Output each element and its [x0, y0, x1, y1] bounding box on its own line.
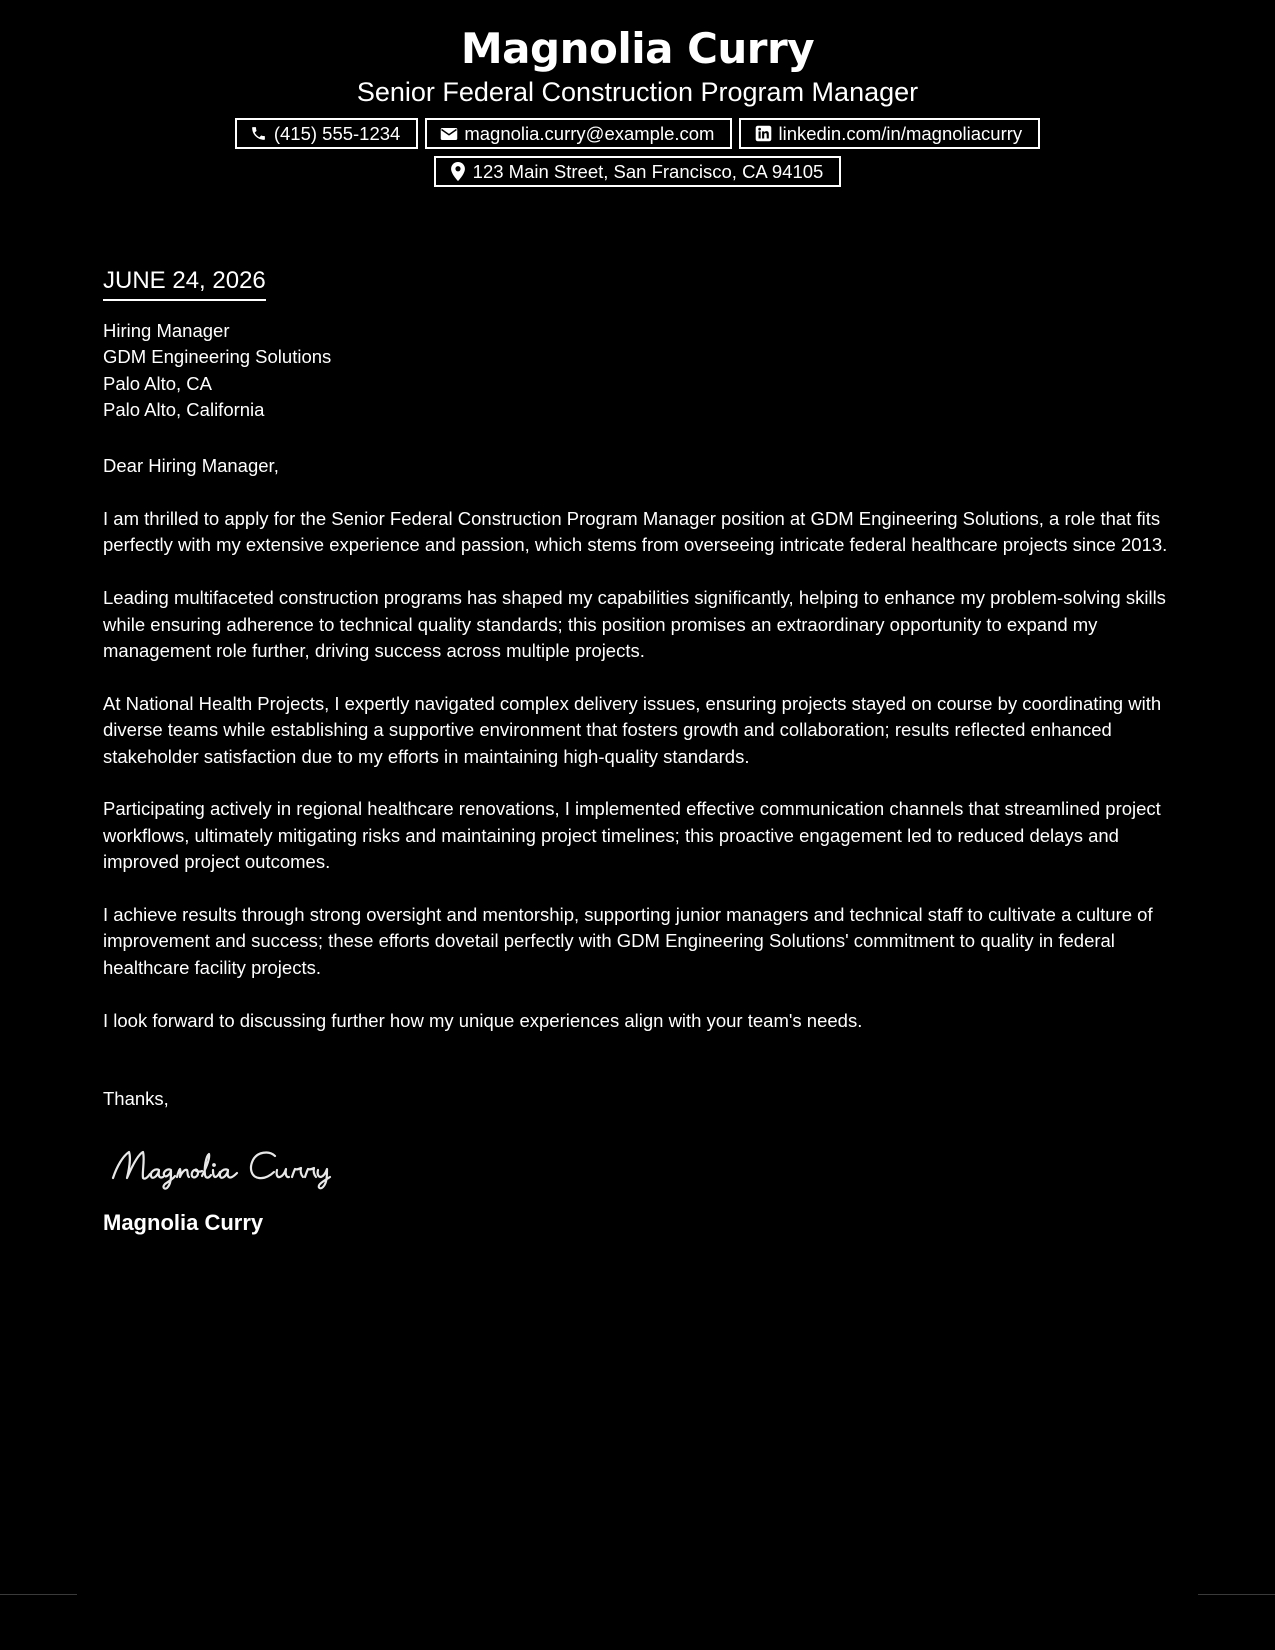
address-chip[interactable]: [434, 156, 842, 187]
contact-row-2: [0, 156, 1275, 187]
linkedin-icon: [754, 125, 772, 143]
recipient-line: Hiring Manager: [103, 320, 230, 341]
body-paragraph: Participating actively in regional healthcare renovations, I implemented effective communication channels that streamlined project workflows, ultimately mitigating risks and maintaining project timelines; this proactive engagement led to reduced delays and improved project outcomes.: [103, 798, 1161, 873]
phone-icon: [250, 125, 268, 143]
footer-rule-right: [1198, 1594, 1275, 1595]
body-paragraph: I look forward to discussing further how my unique experiences align with your team's needs.: [103, 1009, 863, 1031]
letter-header: [0, 22, 1275, 194]
email-chip[interactable]: [425, 118, 732, 149]
map-pin-icon: [449, 163, 467, 181]
letter-body: [103, 264, 1178, 1238]
linkedin-text: linkedin.com/in/magnoliacurry: [778, 122, 1023, 144]
body-paragraph: I achieve results through strong oversight and mentorship, supporting junior managers and technical staff to cultivate a culture of improvement and success; these efforts dovetail perfectly with GDM Engineering Solutions' commitment to quality in federal healthcare facility projects.: [103, 904, 1153, 978]
signed-name: Magnolia Curry: [103, 1210, 264, 1236]
contact-row-1: [0, 118, 1275, 149]
footer-rule-left: [0, 1594, 77, 1595]
address-text: 123 Main Street, San Francisco, CA 94105: [472, 160, 824, 182]
linkedin-chip[interactable]: [739, 118, 1040, 149]
email-text: magnolia.curry@example.com: [464, 122, 715, 144]
recipient-line: Palo Alto, CA: [103, 372, 213, 394]
recipient-line: GDM Engineering Solutions: [103, 346, 332, 368]
recipient-block: [103, 318, 1178, 423]
envelope-icon: [440, 125, 458, 143]
applicant-title: Senior Federal Construction Program Manager: [356, 77, 919, 107]
applicant-name: Magnolia Curry: [460, 24, 815, 73]
handwritten-signature: [109, 1144, 1178, 1192]
letter-date: JUNE 24, 2026: [103, 264, 266, 301]
phone-text: (415) 555-1234: [273, 122, 401, 144]
body-paragraph: Leading multifaceted construction programs has shaped my capabilities significantly, helping to enhance my problem-solving skills while ensuring adherence to technical quality standards; this position promises an extraordinary opportunity to expand my management role further, driving success across multiple projects.: [103, 587, 1166, 661]
recipient-line: Palo Alto, California: [103, 398, 265, 420]
phone-chip[interactable]: [235, 118, 419, 149]
body-paragraph: I am thrilled to apply for the Senior Federal Construction Program Manager position at GDM Engineering Solutions, a role that fits perfectly with my extensive experience and passion, which stems from overseeing intricate federal healthcare projects since 2013.: [103, 507, 1168, 556]
salutation: Dear Hiring Manager,: [103, 455, 279, 477]
closing: Thanks,: [103, 1088, 169, 1110]
body-paragraph: At National Health Projects, I expertly navigated complex delivery issues, ensuring projects stayed on course by coordinating with diverse teams while establishing a supportive environment that fosters growth and collaboration; results reflected enhanced stakeholder satisfaction due to my efforts in maintaining high-quality standards.: [103, 692, 1162, 767]
